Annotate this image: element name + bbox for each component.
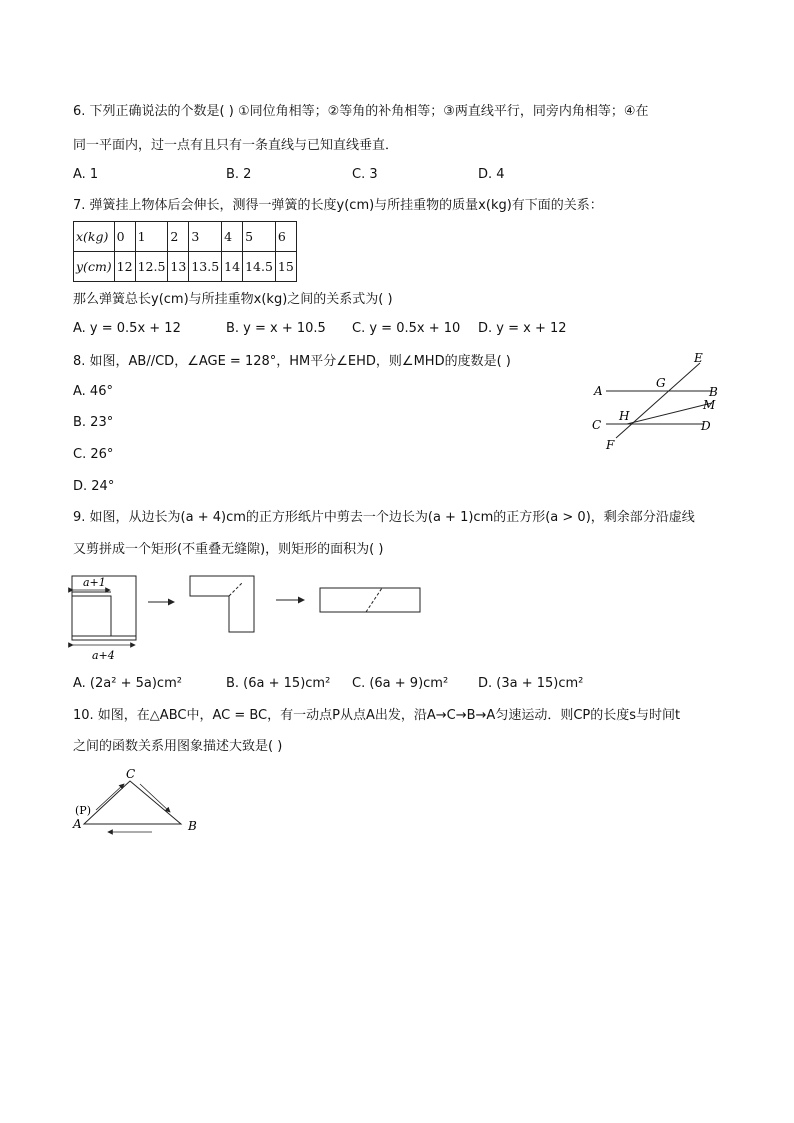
table-row bbox=[74, 252, 297, 282]
q8-option-a[interactable]: A. 46° bbox=[73, 384, 113, 399]
point-label-b: B bbox=[188, 819, 197, 833]
table-cell: 12 bbox=[114, 252, 135, 282]
q9-square-cut-figure bbox=[66, 568, 436, 664]
table-cell: 12.5 bbox=[135, 252, 168, 282]
point-label-c: C bbox=[126, 767, 136, 781]
table-row bbox=[74, 222, 297, 252]
q6-line2: 同一平面内，过一点有且只有一条直线与已知直线垂直． bbox=[73, 138, 399, 153]
table-cell: 3 bbox=[189, 222, 222, 252]
table-cell: 14.5 bbox=[243, 252, 276, 282]
table-cell: y(cm) bbox=[74, 252, 115, 282]
table-cell: 0 bbox=[114, 222, 135, 252]
point-label-f: F bbox=[606, 438, 615, 452]
q7-option-c[interactable]: C. y = 0.5x + 10 bbox=[352, 321, 461, 336]
q7-stem: 7. 弹簧挂上物体后会伸长，测得一弹簧的长度y(cm)与所挂重物的质量x(kg)有下面的关系： bbox=[73, 198, 603, 213]
point-label-e: E bbox=[694, 351, 703, 365]
q9-line1: 9. 如图，从边长为(a + 4)cm的正方形纸片中剪去一个边长为(a + 1)cm的正方形(a > 0)，剩余部分沿虚线 bbox=[73, 510, 695, 525]
q7-option-d[interactable]: D. y = x + 12 bbox=[478, 321, 567, 336]
q9-option-d[interactable]: D. (3a + 15)cm² bbox=[478, 676, 584, 691]
table-cell: 2 bbox=[168, 222, 189, 252]
point-label-a: A bbox=[594, 384, 603, 398]
q8-stem: 8. 如图，AB//CD，∠AGE = 128°，HM平分∠EHD，则∠MHD的度数是( ) bbox=[73, 354, 511, 369]
q6-option-c[interactable]: C. 3 bbox=[352, 167, 378, 182]
q6-option-d[interactable]: D. 4 bbox=[478, 167, 505, 182]
table-cell: 14 bbox=[222, 252, 243, 282]
q9-option-c[interactable]: C. (6a + 9)cm² bbox=[352, 676, 449, 691]
q8-parallel-lines-figure bbox=[588, 348, 728, 456]
table-cell: 4 bbox=[222, 222, 243, 252]
q7-option-b[interactable]: B. y = x + 10.5 bbox=[226, 321, 326, 336]
point-label-b: B bbox=[709, 385, 718, 399]
q10-triangle-figure bbox=[66, 764, 206, 840]
table-cell: 1 bbox=[135, 222, 168, 252]
point-label-a: A bbox=[73, 817, 82, 831]
point-label-d: D bbox=[701, 419, 711, 433]
q8-option-b[interactable]: B. 23° bbox=[73, 415, 114, 430]
q10-line2: 之间的函数关系用图象描述大致是( ) bbox=[73, 739, 283, 754]
table-cell: 15 bbox=[275, 252, 296, 282]
table-cell: 13 bbox=[168, 252, 189, 282]
table-cell: x(kg) bbox=[74, 222, 115, 252]
q7-value-table bbox=[73, 221, 297, 282]
label-a-plus-1: a+1 bbox=[83, 576, 106, 589]
q7-option-a[interactable]: A. y = 0.5x + 12 bbox=[73, 321, 181, 336]
q10-line1: 10. 如图，在△ABC中，AC = BC，有一动点P从点A出发，沿A→C→B→A匀速运动．则CP的长度s与时间t bbox=[73, 708, 681, 723]
q6-option-b[interactable]: B. 2 bbox=[226, 167, 252, 182]
label-a-plus-4: a+4 bbox=[92, 649, 115, 662]
q8-option-c[interactable]: C. 26° bbox=[73, 447, 114, 462]
point-label-c: C bbox=[592, 418, 602, 432]
q9-line2: 又剪拼成一个矩形(不重叠无缝隙)，则矩形的面积为( ) bbox=[73, 542, 384, 557]
table-cell: 6 bbox=[275, 222, 296, 252]
q9-option-b[interactable]: B. (6a + 15)cm² bbox=[226, 676, 331, 691]
point-label-h: H bbox=[619, 409, 630, 423]
point-label-g: G bbox=[656, 376, 666, 390]
q7-question: 那么弹簧总长y(cm)与所挂重物x(kg)之间的关系式为( ) bbox=[73, 292, 393, 307]
q9-option-a[interactable]: A. (2a² + 5a)cm² bbox=[73, 676, 182, 691]
point-label-m: M bbox=[703, 398, 716, 412]
table-cell: 13.5 bbox=[189, 252, 222, 282]
point-label-p: (P) bbox=[75, 804, 91, 817]
table-cell: 5 bbox=[243, 222, 276, 252]
q8-option-d[interactable]: D. 24° bbox=[73, 479, 115, 494]
q6-option-a[interactable]: A. 1 bbox=[73, 167, 99, 182]
q6-line1: 6. 下列正确说法的个数是( ) ①同位角相等；②等角的补角相等；③两直线平行，同旁内角相等；④在 bbox=[73, 104, 649, 119]
